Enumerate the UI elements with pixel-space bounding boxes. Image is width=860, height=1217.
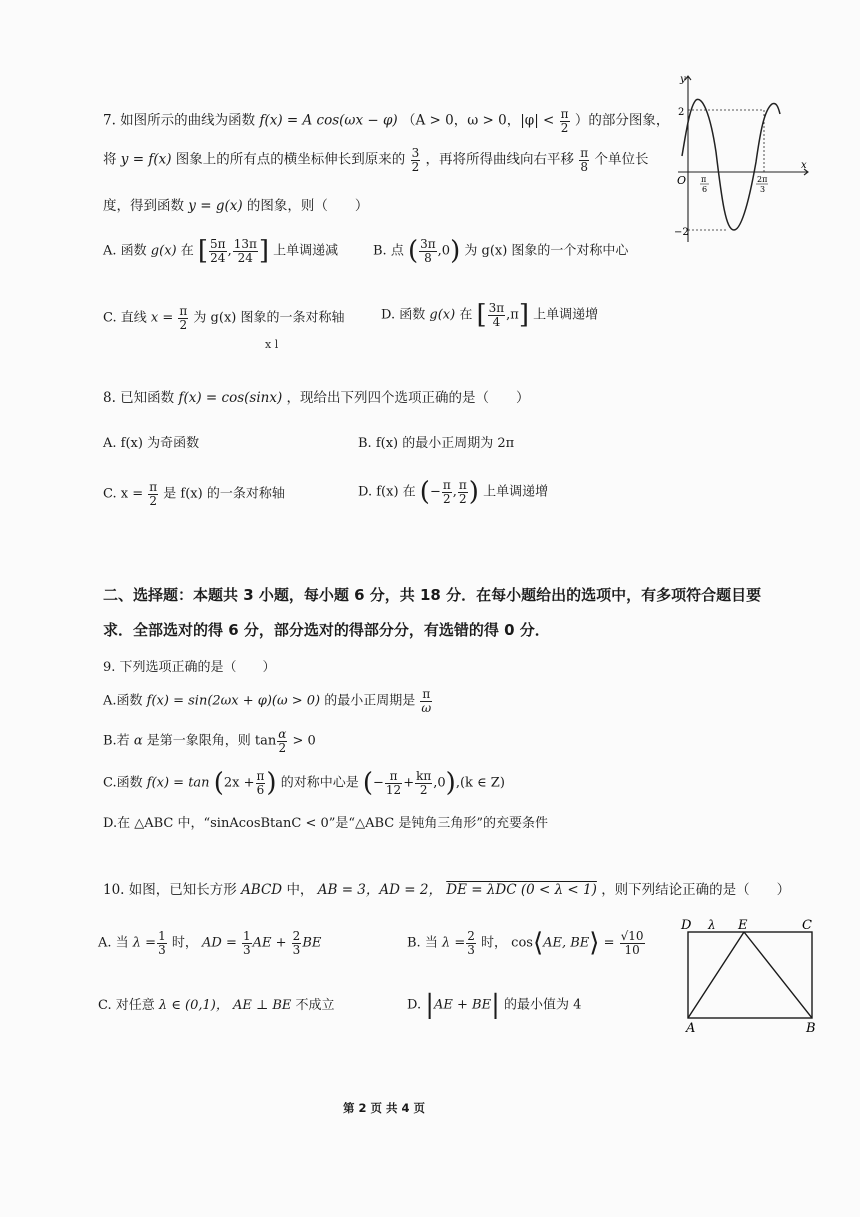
tick-2pi-3-den: 3 (760, 185, 766, 194)
q9-stem: 9. 下列选项正确的是（ ） (103, 660, 276, 675)
section2-heading-line1: 二、选择题：本题共 3 小题，每小题 6 分，共 18 分．在每小题给出的选项中，有多项符合题目要 (103, 586, 762, 604)
section2-heading-line2: 求．全部选对的得 6 分，部分选对的得部分分，有选错的得 0 分． (103, 621, 550, 639)
q10-option-a: A. 当 λ = $\frac{1}{3}$ 时， AD = $\frac{1}{3}$ AE + $\frac{2}{3}$ BE (98, 929, 322, 957)
q7-option-c: C. 直线 x = $\frac{\pi}{2}$ 为 g(x) 图象的一条对称轴 (103, 304, 345, 332)
q7-option-b: B. 点 ( $\frac{3\pi}{8}$ ,0) 为 g(x) 图象的一个对称中心 (373, 236, 629, 266)
cosine-curve (682, 99, 780, 230)
q8-stem: 8. 已知函数 f(x) = cos(sinx) ，现给出下列四个选项正确的是（ ） (103, 390, 530, 406)
q8-option-b: B. f(x) 的最小正周期为 2π (358, 436, 515, 451)
cosine-graph (668, 72, 814, 244)
q7-option-d: D. 函数 g(x) 在 [ $\frac{3\pi}{4}$ ,π] 上单调递增 (381, 300, 599, 330)
q9-option-a: A.函数 f(x) = sin(2ωx + φ)(ω > 0) 的最小正周期是 $\frac{\pi}{\omega}$ (103, 687, 432, 715)
y-min-label: −2 (674, 227, 689, 238)
vertex-d-label: D (681, 918, 692, 933)
segment-ae (688, 932, 744, 1018)
q8-option-d: D. f(x) 在 (− $\frac{\pi}{2}$ , $\frac{\pi}{2}$ ) 上单调递增 (358, 477, 549, 507)
q10-option-b: B. 当 λ = $\frac{2}{3}$ 时， cos⟨AE, BE⟩ = $\frac{√10}{10}$ (407, 928, 644, 958)
q7-line2: 将 y = f(x) 图象上的所有点的横坐标伸长到原来的 $\frac{3}{2}$ ，再将所得曲线向右平移 $\frac{\pi}{8}$ 个单位长 (103, 146, 649, 174)
origin-label: O (677, 174, 687, 187)
rectangle-figure (672, 914, 822, 1038)
y-max-label: 2 (678, 107, 685, 118)
vertex-c-label: C (802, 918, 812, 933)
tick-pi-6-den: 6 (702, 185, 708, 194)
page-number: 第 2 页 共 4 页 (343, 1101, 426, 1115)
vertex-e-label: E (738, 918, 748, 933)
x-axis-label: x (801, 160, 807, 171)
rectangle-abcd (688, 932, 812, 1018)
q9-option-d: D.在 △ABC 中，“sinAcosBtanC < 0”是“△ABC 是钝角三角形”的充要条件 (103, 816, 548, 831)
tick-pi-6-num: π (701, 175, 707, 184)
segment-be (744, 932, 812, 1018)
q7-line3: 度，得到函数 y = g(x) 的图象，则（ ） (103, 198, 369, 214)
vertex-a-label: A (686, 1021, 696, 1036)
lambda-mark: λ (708, 918, 716, 932)
q10-option-d: D. |AE + BE| 的最小值为 4 (407, 990, 582, 1020)
tick-2pi-3-num: 2π (757, 175, 768, 184)
q7-option-a: A. 函数 g(x) 在 [ $\frac{5\pi}{24}$ , $\frac{13\pi}{24}$ ] 上单调递减 (103, 236, 339, 266)
vertex-b-label: B (806, 1021, 816, 1036)
q8-option-a: A. f(x) 为奇函数 (103, 436, 200, 451)
q8-option-c: C. x = $\frac{\pi}{2}$ 是 f(x) 的一条对称轴 (103, 480, 285, 508)
dashed-guides (688, 110, 764, 230)
q9-option-b: B.若 α 是第一象限角，则 tan $\frac{\alpha}{2}$ > 0 (103, 727, 316, 755)
y-axis-label: y (680, 74, 686, 85)
stray-mark: x l (265, 338, 279, 351)
q10-stem: 10. 如图，已知长方形 ABCD 中， AB = 3，AD = 2， DE = λDC (0 < λ < 1) ，则下列结论正确的是（ ） (103, 882, 791, 898)
q7-line1: 7. 如图所示的曲线为函数 f(x) = A cos(ωx − φ) （A > 0，ω > 0，|φ| < $\frac{\pi}{2}$ ）的部分图象， (103, 107, 670, 135)
q9-option-c: C.函数 f(x) = tan (2x + $\frac{\pi}{6}$ ) 的对称中心是 (− $\frac{\pi}{12}$ + $\frac{k\pi}{2}$ ,0),(k ∈ Z) (103, 768, 505, 798)
q10-option-c: C. 对任意 λ ∈ (0,1)， AE ⊥ BE 不成立 (98, 998, 335, 1013)
